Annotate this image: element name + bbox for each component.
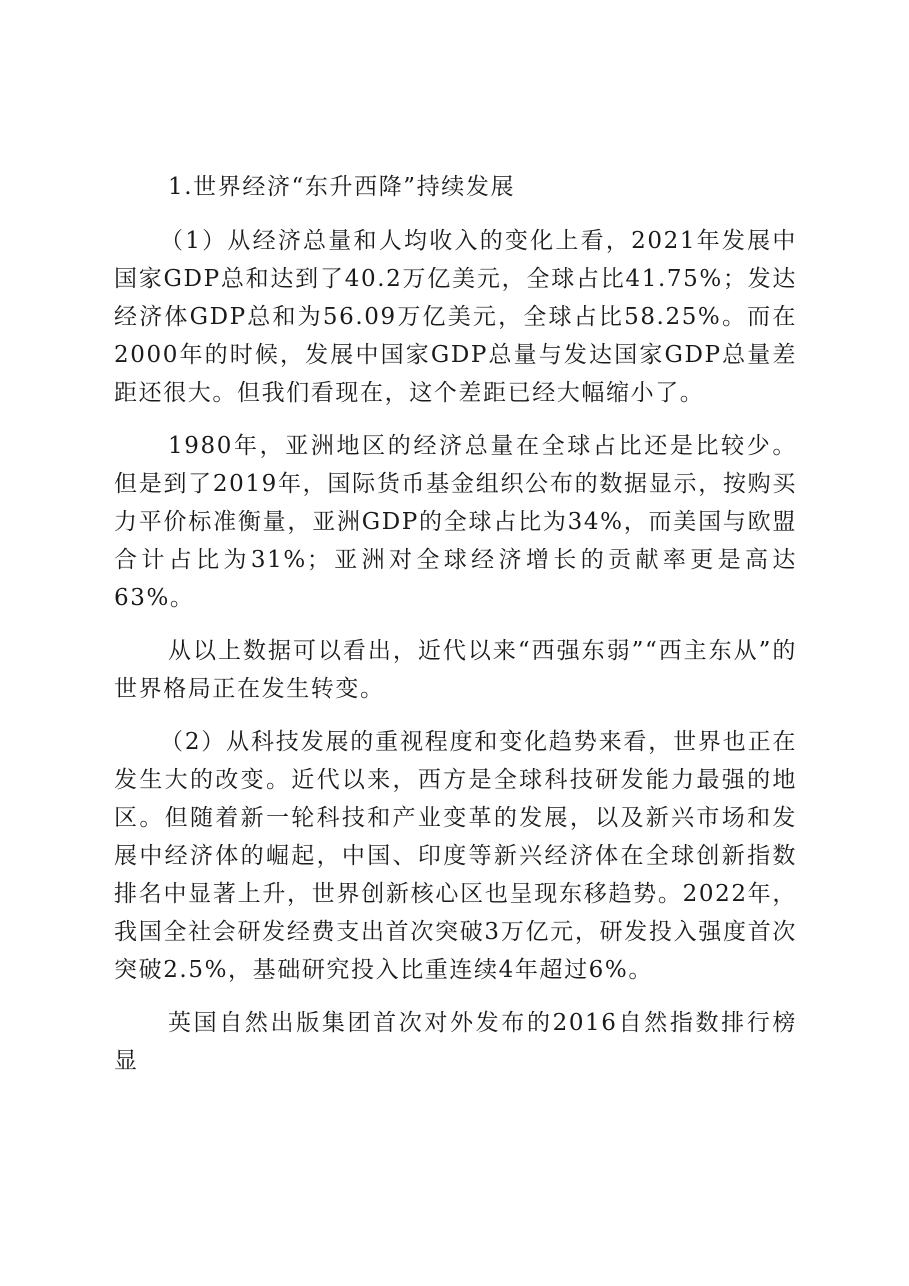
paragraph-asia: 1980年，亚洲地区的经济总量在全球占比还是比较少。但是到了2019年，国际货币基金组织公布的数据显示，按购买力平价标准衡量，亚洲GDP的全球占比为34%，而美国与欧盟合计占比为31%；亚洲对全球经济增长的贡献率更是高达63%。 bbox=[114, 433, 797, 611]
paragraph-gdp: （1）从经济总量和人均收入的变化上看，2021年发展中国家GDP总和达到了40.2万亿美元，全球占比41.75%；发达经济体GDP总和为56.09万亿美元，全球占比58.25%。而在2000年的时候，发展中国家GDP总量与发达国家GDP总量差距还很大。但我们看现在，这个差距已经大幅缩小了。 bbox=[114, 228, 797, 406]
paragraph-conclusion: 从以上数据可以看出，近代以来“西强东弱”“西主东从”的世界格局正在发生转变。 bbox=[114, 638, 797, 702]
document-body bbox=[114, 168, 797, 1095]
section-heading: 1.世界经济“东升西降”持续发展 bbox=[168, 174, 516, 200]
paragraph-nature-index: 英国自然出版集团首次对外发布的2016自然指数排行榜显 bbox=[114, 1010, 797, 1074]
paragraph-technology: （2）从科技发展的重视程度和变化趋势来看，世界也正在发生大的改变。近代以来，西方是全球科技研发能力最强的地区。但随着新一轮科技和产业变革的发展，以及新兴市场和发展中经济体的崛起，中国、印度等新兴经济体在全球创新指数排名中显著上升，世界创新核心区也呈现东移趋势。2022年，我国全社会研发经费支出首次突破3万亿元，研发投入强度首次突破2.5%，基础研究投入比重连续4年超过6%。 bbox=[114, 729, 797, 983]
